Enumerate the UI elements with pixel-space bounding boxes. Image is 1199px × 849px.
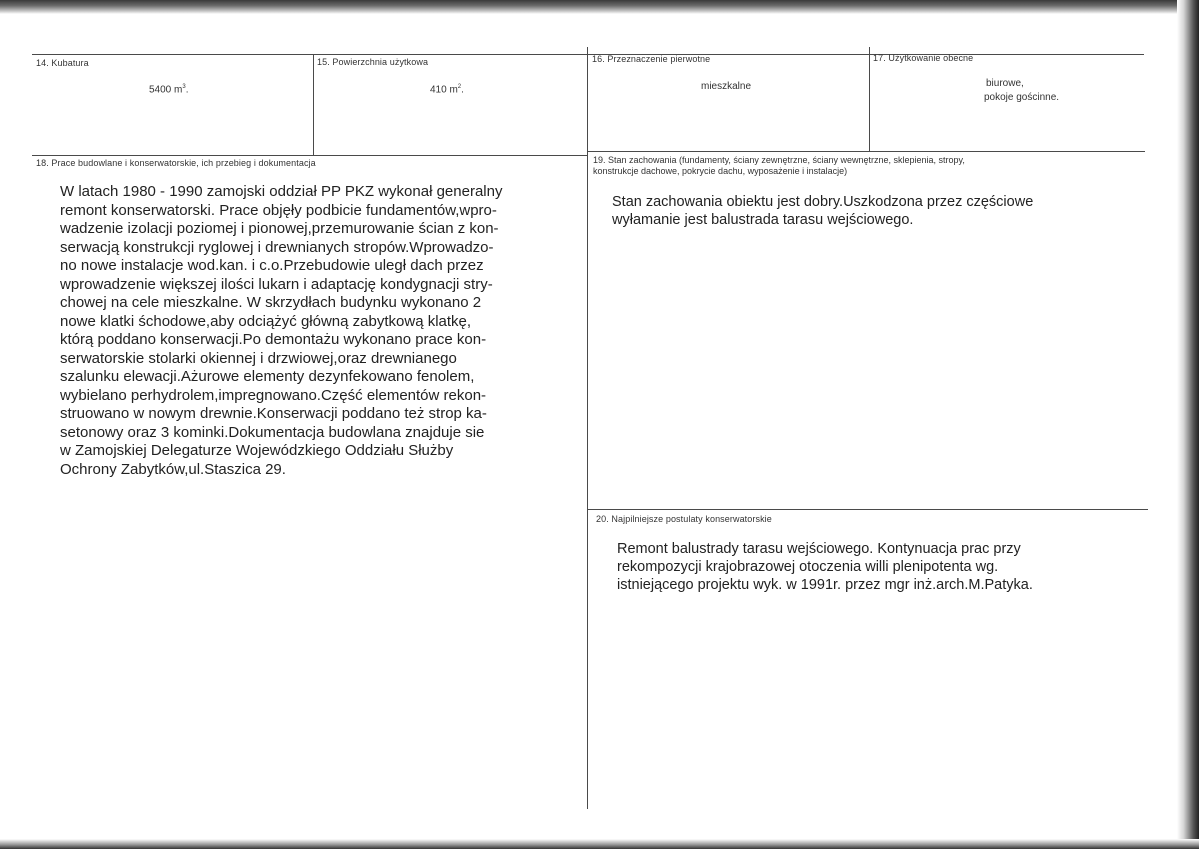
field-17-value-line-2: pokoje gościnne. (984, 92, 1060, 103)
row-bottom-rule-left (32, 155, 588, 156)
field-14-label: 14. Kubatura (36, 58, 89, 68)
field-17-value-line-1: biurowe, (986, 78, 1024, 89)
field-20-line: Remont balustrady tarasu wejściowego. Kontynuacja prac przy (617, 541, 1021, 557)
field-18-line: wadzenie izolacji poziomej i pionowej,przemurowanie ścian z kon- (60, 220, 499, 237)
field-18-line: wprowadzenie większej ilości lukarn i adaptację kondygnacji stry- (60, 275, 493, 293)
field-18-line: szalunku elewacji.Ażurowe elementy dezynfekowano fenolem, (60, 368, 475, 385)
field-15-value-text: 410 m (430, 84, 458, 96)
field-14-value-text: 5400 m (149, 84, 183, 96)
field-16-label: 16. Przeznaczenie pierwotne (592, 54, 711, 64)
rule-above-field-20 (588, 509, 1148, 510)
field-18-label: 18. Prace budowlane i konserwatorskie, ich przebieg i dokumentacja (36, 158, 316, 168)
field-18-line: nowe klatki śchodowe,aby odciążyć główną zabytkową klatkę, (60, 312, 472, 330)
row-top-rule (32, 54, 1144, 55)
scan-edge-bottom (0, 839, 1199, 849)
field-15-suffix: . (461, 84, 464, 96)
field-14-value (149, 84, 188, 95)
field-19-line: Stan zachowania obiektu jest dobry.Uszkodzona przez częściowe (612, 194, 1034, 210)
field-18-line: remont konserwatorski. Prace objęły podbicie fundamentów,wpro- (60, 201, 497, 219)
field-18-line: serwacją konstrukcji ryglowej i drewnianych stropów.Wprowadzo- (60, 238, 494, 256)
field-16-value: mieszkalne (701, 81, 752, 92)
divider-14-15 (313, 54, 314, 155)
field-15-unit-exponent: 2 (457, 84, 462, 90)
field-18-line: wybielano perhydrolem,impregnowano.Część elementów rekon- (60, 386, 487, 404)
field-17-label: 17. Użytkowanie obecne (873, 53, 974, 63)
field-18-line: serwatorskie stolarki okiennej i drzwiowej,oraz drewnianego (60, 349, 457, 367)
divider-15-16 (587, 47, 588, 809)
field-18-line: którą poddano konserwacji.Po demontażu wykonano prace kon- (60, 331, 487, 348)
field-20-line: istniejącego projektu wyk. w 1991r. przez mgr inż.arch.M.Patyka. (617, 577, 1033, 593)
field-18-text (60, 183, 502, 479)
field-20-line: rekompozycji krajobrazowej otoczenia willi plenipotenta wg. (617, 559, 999, 575)
field-19-line: wyłamanie jest balustrada tarasu wejściowego. (612, 212, 914, 228)
field-18-line: W latach 1980 - 1990 zamojski oddział PP PKZ wykonał generalny (60, 183, 503, 200)
scan-edge-top (0, 0, 1199, 14)
field-20-text (617, 540, 1033, 594)
field-15-label: 15. Powierzchnia użytkowa (317, 57, 429, 67)
field-14-suffix: . (185, 84, 189, 96)
field-19-label-line-2: konstrukcje dachowe, pokrycie dachu, wyposażenie i instalacje) (593, 166, 848, 176)
field-18-line: setonowy oraz 3 kominki.Dokumentacja budowlana znajduje sie (60, 423, 485, 441)
field-19-text (612, 193, 1033, 229)
field-18-line: w Zamojskiej Delegaturze Wojewódzkiego Oddziału Służby (60, 442, 454, 459)
field-15-value (430, 84, 464, 95)
field-19-label (593, 155, 1063, 177)
field-14-unit-exponent: 3 (182, 84, 186, 90)
field-18-line: no nowe instalacje wod.kan. i c.o.Przebudowie uległ dach przez (60, 257, 484, 274)
row-bottom-rule-right (588, 151, 1145, 152)
scan-edge-right (1177, 0, 1199, 849)
field-20-label: 20. Najpilniejsze postulaty konserwatorskie (596, 514, 772, 524)
divider-16-17 (869, 47, 870, 151)
field-18-line: chowej na cele mieszkalne. W skrzydłach budynku wykonano 2 (60, 294, 482, 311)
field-19-label-line-1: 19. Stan zachowania (fundamenty, ściany zewnętrzne, ściany wewnętrzne, sklepienia, stropy, (593, 155, 965, 165)
field-18-line: struowano w nowym drewnie.Konserwacji poddano też strop ka- (60, 405, 487, 422)
field-18-line: Ochrony Zabytków,ul.Staszica 29. (60, 460, 286, 478)
